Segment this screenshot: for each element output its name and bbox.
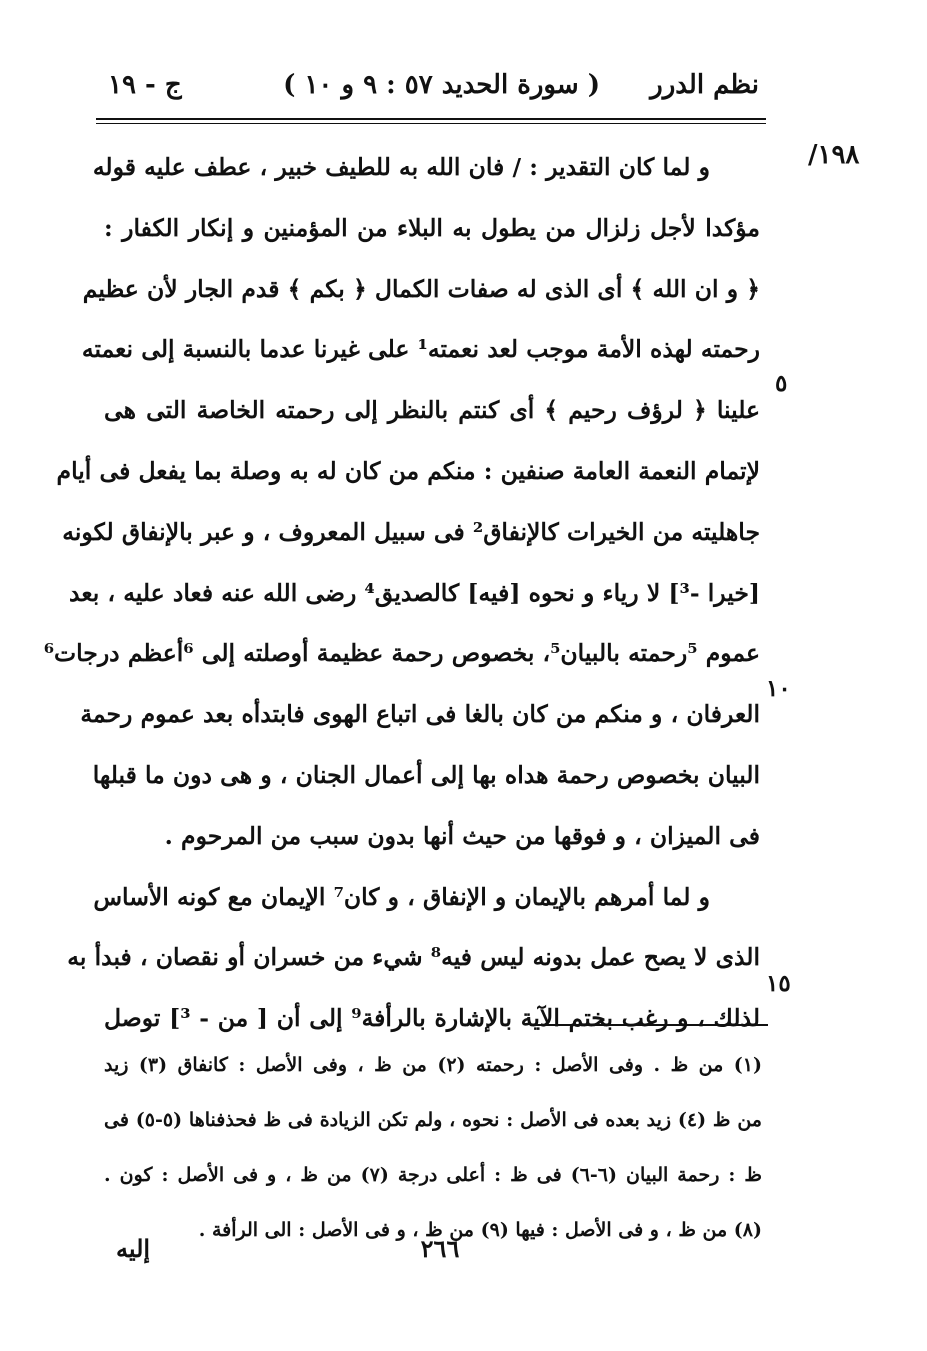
text-line: جاهليته من الخيرات كالإنفاق² فى سبيل المعروف ، و عبر بالإنفاق لكونه <box>62 517 760 546</box>
header-rule-top <box>96 118 766 120</box>
catchword: إليه <box>116 1234 151 1263</box>
page-number: ٢٦٦ <box>420 1234 460 1263</box>
text-line: رحمته لهذه الأمة موجب لعد نعمته¹ على غيرنا عدما بالنسبة إلى نعمته <box>81 335 760 364</box>
footnote-line: من ظ (٤) زيد بعده فى الأصل : نحوه ، ولم تكن الزيادة فى ظ فحذفناها (٥-٥) فى <box>104 1109 762 1131</box>
text-line: فى الميزان ، و فوقها من حيث أنها بدون سبب من المرحوم . <box>164 821 760 850</box>
text-line: لإتمام النعمة العامة صنفين : منكم من كان له به وصلة بما يفعل فى أيام <box>56 456 760 485</box>
text-line: العرفان ، و منكم من كان بالغا فى اتباع الهوى فابتدأه بعد عموم رحمة <box>80 700 760 729</box>
text-line: لذلك ، و رغب بختم الآية بالإشارة بالرأفة⁹ إلى أن [ من - ³] توصل <box>104 1004 760 1033</box>
footnote-line: (١) من ظ . وفى الأصل : رحمته (٢) من ظ ، وفى الأصل : كانفاق (٣) زيد <box>104 1054 762 1076</box>
footnote-line: (٨) من ظ ، و فى الأصل : فيها (٩) من ظ ، و فى الأصل : الى الرأفة . <box>198 1219 762 1241</box>
text-line: و لما أمرهم بالإيمان و الإنفاق ، و كان⁷ الإيمان مع كونه الأساس <box>93 882 710 911</box>
text-line: عموم ⁵رحمته بالبيان⁵، بخصوص رحمة عظيمة أوصلته إلى ⁶أعظم درجات⁶ <box>43 639 760 668</box>
main-text <box>43 137 760 1049</box>
folio-marker: ١٩٨/ <box>808 140 860 170</box>
text-line: البيان بخصوص رحمة هداه بها إلى أعمال الجنان ، و هى دون ما قبلها <box>92 760 760 789</box>
text-line: الذى لا يصح عمل بدونه ليس فيه⁸ شيء من خسران أو نقصان ، فبدأ به <box>67 943 760 972</box>
line-number-15: ١٥ <box>766 970 791 997</box>
text-line: ﴿ و ان الله ﴾ أى الذى له صفات الكمال ﴿ بكم ﴾ قدم الجار لأن عظيم <box>82 274 760 303</box>
text-line: و لما كان التقدير : / فان الله به للطيف خبير ، عطف عليه قوله <box>92 153 710 181</box>
running-title: نظم الدرر <box>650 70 759 100</box>
text-line: مؤكدا لأجل زلزال من يطول به البلاء من المؤمنين و إنكار الكفار : <box>104 213 760 242</box>
line-number-5: ٥ <box>775 370 788 397</box>
footnotes <box>104 1038 762 1258</box>
volume-label: ج - ١٩ <box>108 70 182 100</box>
text-line: علينا ﴿ لرؤف رحيم ﴾ أى كنتم بالنظر إلى رحمته الخاصة التى هى <box>104 396 760 425</box>
footnote-line: ظ : رحمة البيان (٦-٦) فى ظ : أعلى درجة (٧) من ظ ، و فى الأصل : كون . <box>104 1164 762 1186</box>
footnote-rule <box>530 1024 768 1026</box>
sura-reference: ( سورة الحديد ٥٧ : ٩ و ١٠ ) <box>283 70 600 100</box>
line-number-10: ١٠ <box>766 675 791 702</box>
header-rule-bottom <box>96 123 766 124</box>
text-line: [خيرا -³] لا رياء و نحوه [فيه] كالصديق⁴ رضى الله عنه فعاد عليه ، بعد <box>69 578 760 607</box>
